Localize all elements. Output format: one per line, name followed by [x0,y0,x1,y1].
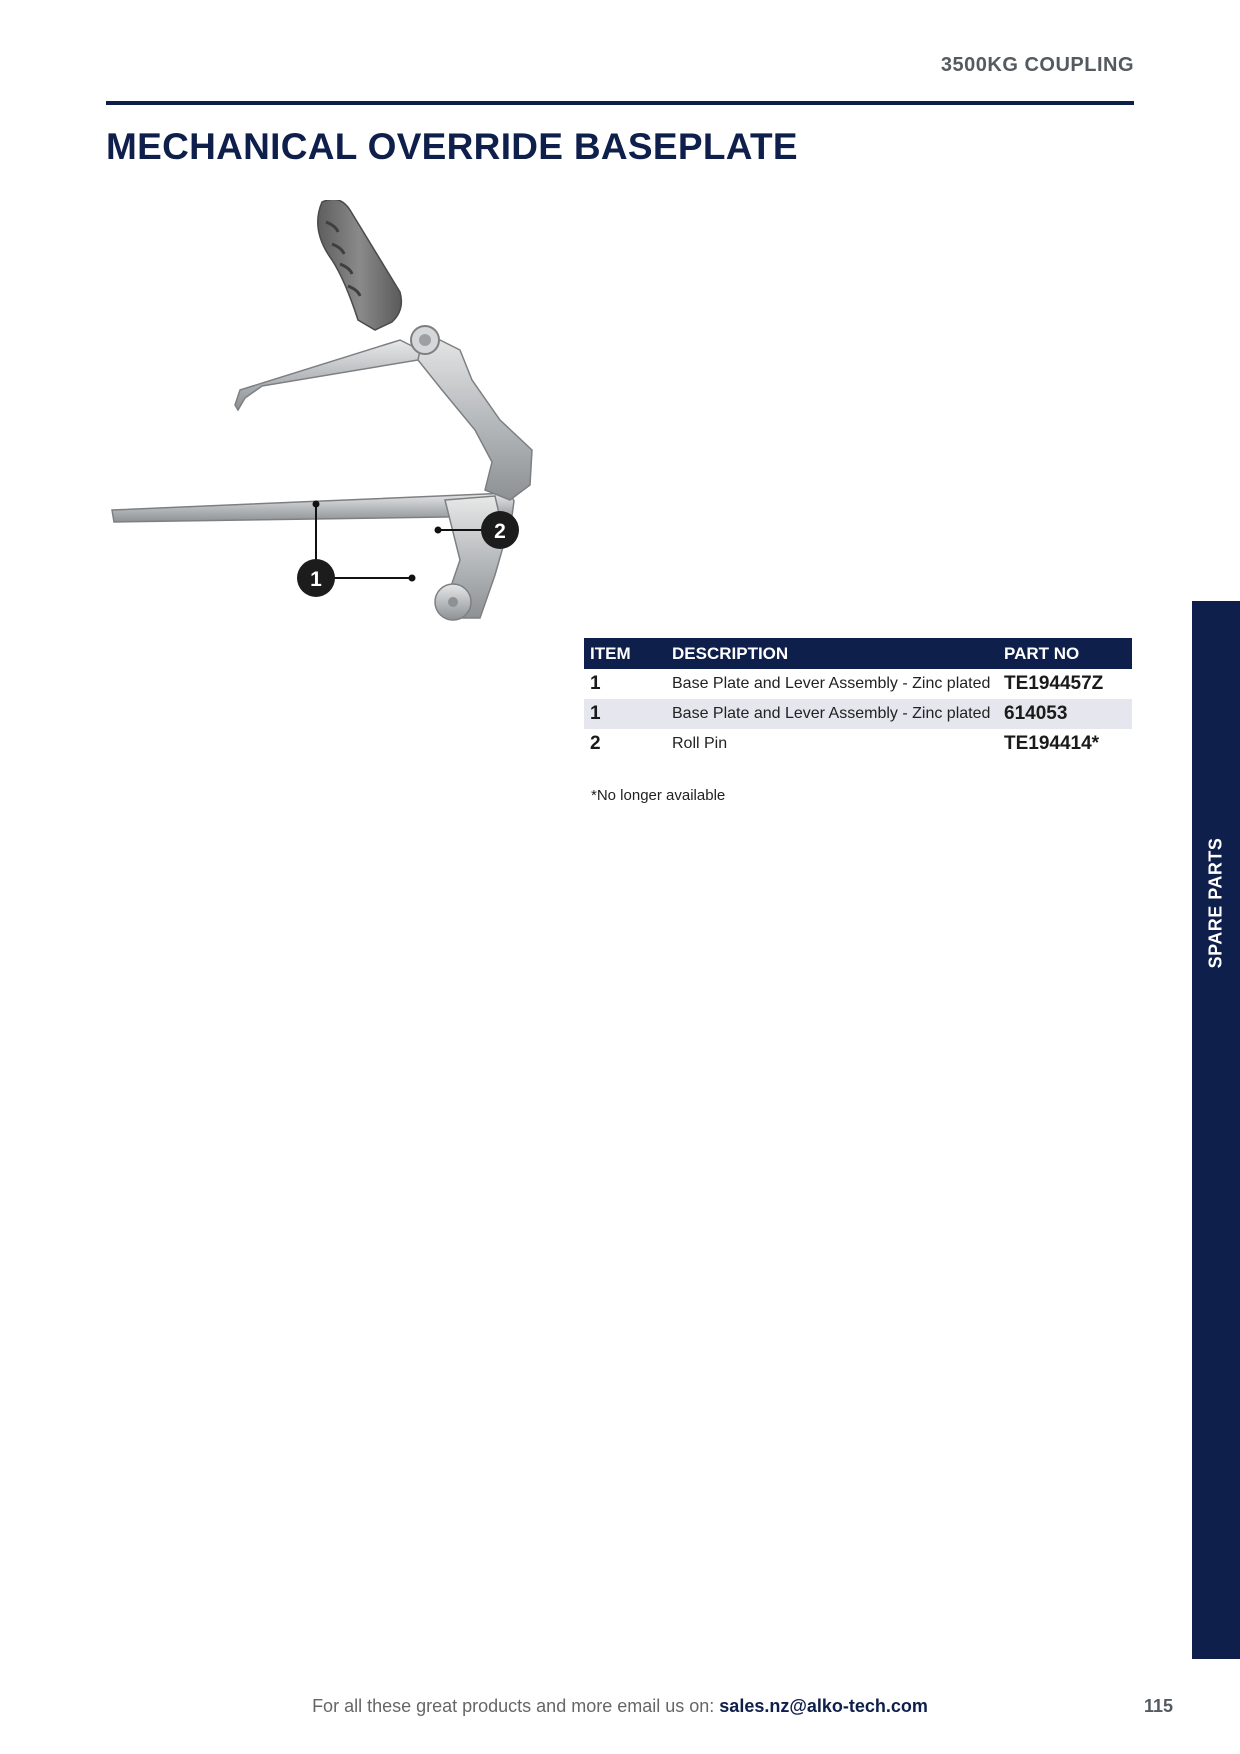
row-description: Base Plate and Lever Assembly - Zinc plated [666,699,998,729]
section-label: 3500KG COUPLING [940,54,1134,76]
footer-text: For all these great products and more email us on: [312,1696,715,1716]
row-description: Roll Pin [672,735,728,752]
table-header-row [584,638,1132,669]
parts-table [584,638,1132,759]
table-row [584,699,1132,729]
row-item: 1 [584,699,666,729]
header-rule [106,101,1134,105]
side-tab [1192,601,1240,1659]
rubber-grip-shape [318,200,402,330]
row-item: 1 [590,673,601,694]
footer-email-link[interactable]: sales.nz@alko-tech.com [719,1696,928,1716]
table-row [584,669,1132,699]
table-row [584,729,1132,759]
callout-2 [481,511,519,549]
row-part-no: 614053 [998,699,1132,729]
row-item: 2 [590,733,601,754]
header-part-no: PART NO [998,638,1132,669]
callout-1 [297,559,335,597]
footnote: *No longer available [591,787,726,804]
footer [0,1696,1240,1717]
header-description: DESCRIPTION [666,638,998,669]
svg-text:1: 1 [310,568,322,591]
row-description: Base Plate and Lever Assembly - Zinc plated [672,675,991,692]
page-number: 115 [1144,1696,1174,1716]
header-item: ITEM [584,638,666,669]
page-title: MECHANICAL OVERRIDE BASEPLATE [106,126,798,167]
row-part-no: TE194457Z [1004,673,1104,694]
row-part-no: TE194414* [1004,733,1100,754]
part-illustration [100,200,600,710]
svg-text:2: 2 [494,520,506,543]
side-tab-label: SPARE PARTS [1205,837,1226,969]
